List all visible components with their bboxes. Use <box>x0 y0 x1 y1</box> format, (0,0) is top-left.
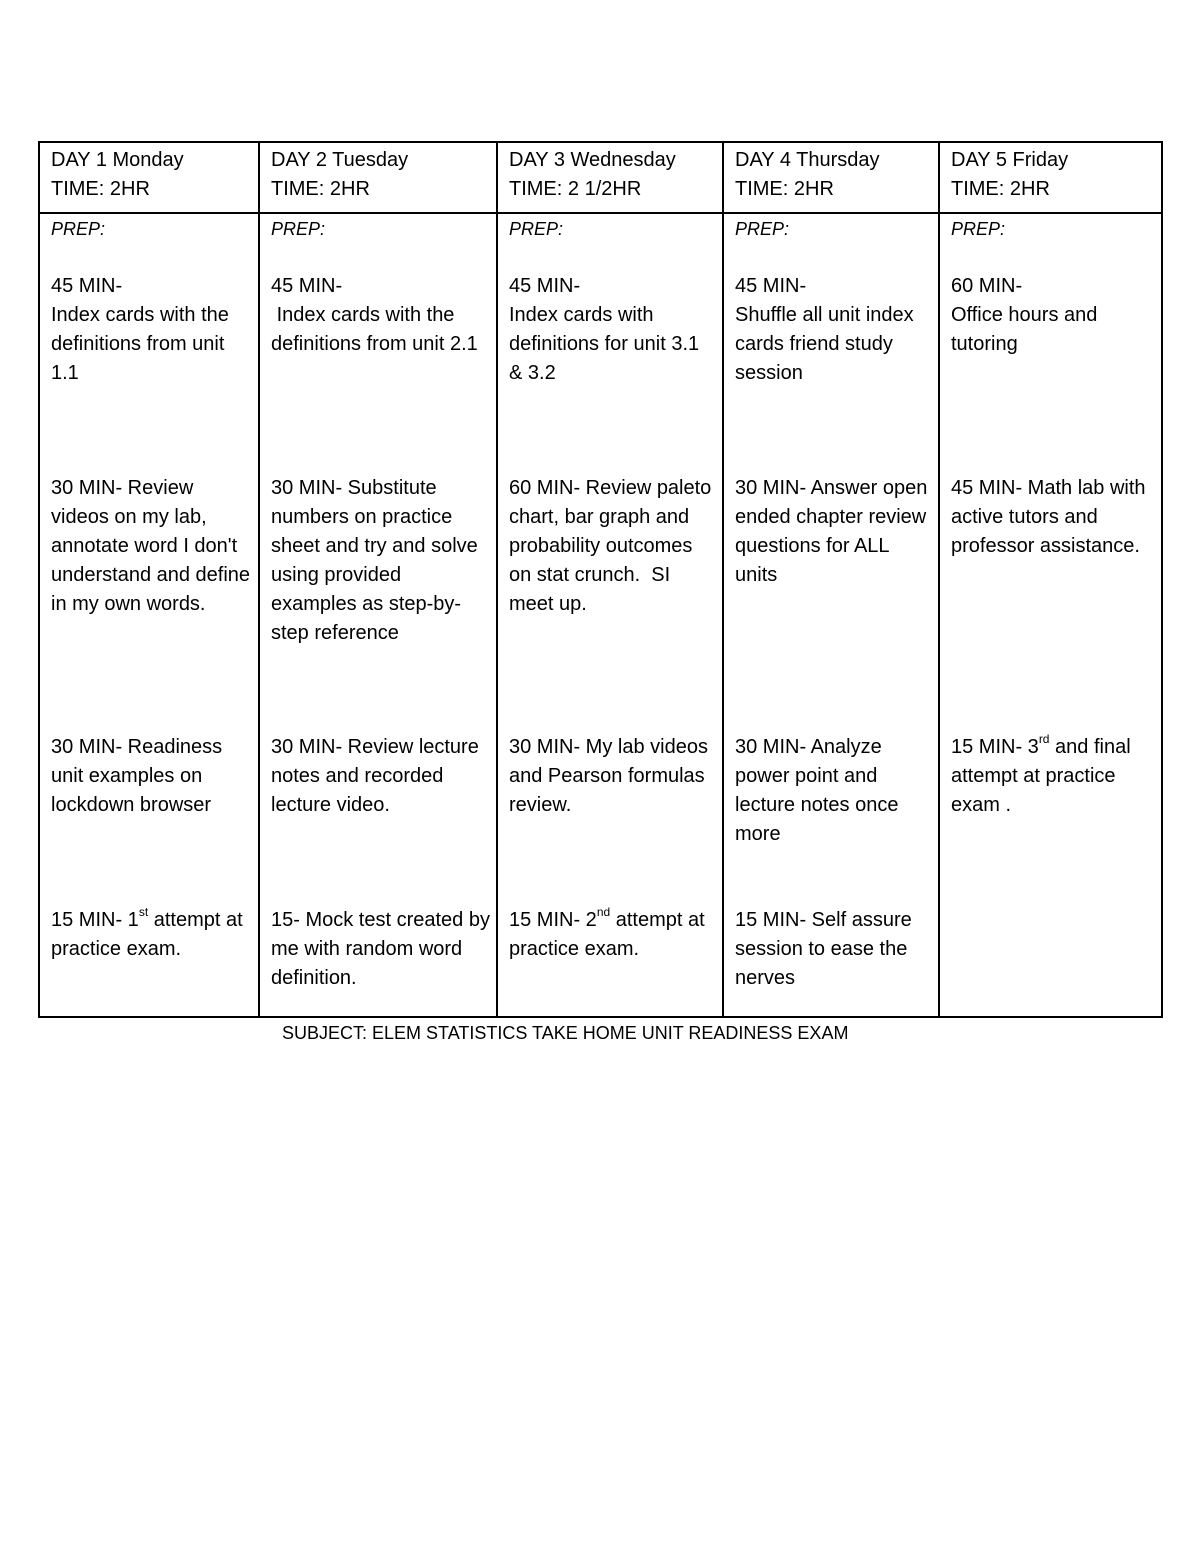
day-plan-3 <box>497 213 723 1017</box>
day-plan-1 <box>39 213 259 1017</box>
activity-block: 60 MIN- Review paleto chart, bar graph and probability outcomes on stat crunch. SI meet up. <box>509 477 717 615</box>
activity-block: 30 MIN- Review lecture notes and recorded lecture video. <box>271 736 485 816</box>
time-label: TIME: 2HR <box>735 178 834 200</box>
header-row <box>39 142 1162 213</box>
activity-block: 45 MIN- Index cards with definitions for unit 3.1 & 3.2 <box>509 275 700 384</box>
day-plan-4 <box>723 213 939 1017</box>
activity-block: 30 MIN- Readiness unit examples on lockdown browser <box>51 736 228 816</box>
activity-block: 30 MIN- Analyze power point and lecture notes once more <box>735 736 904 845</box>
time-label: TIME: 2HR <box>271 178 370 200</box>
day-header-1 <box>39 142 259 213</box>
day-label: DAY 1 Monday <box>51 149 184 171</box>
prep-label: PREP: <box>509 219 564 239</box>
time-label: TIME: 2 1/2HR <box>509 178 642 200</box>
activity-block: 15 MIN- 3rd and final attempt at practice exam . <box>951 732 1137 816</box>
activity-block: 45 MIN- Index cards with the definitions from unit 2.1 <box>271 275 478 355</box>
prep-label: PREP: <box>951 219 1006 239</box>
study-schedule-table <box>38 141 1163 1018</box>
activity-block: 15 MIN- Self assure session to ease the nerves <box>735 909 918 989</box>
day-label: DAY 4 Thursday <box>735 149 880 171</box>
prep-label: PREP: <box>51 219 106 239</box>
activity-block: 15 MIN- 2nd attempt at practice exam. <box>509 905 711 960</box>
activity-block: 45 MIN- Index cards with the definitions from unit 1.1 <box>51 275 229 384</box>
activity-block: 30 MIN- Answer open ended chapter review questions for ALL units <box>735 477 933 586</box>
subject-caption: SUBJECT: ELEM STATISTICS TAKE HOME UNIT READINESS EXAM <box>282 1023 849 1043</box>
day-plan-2 <box>259 213 497 1017</box>
activity-block <box>951 906 1155 1006</box>
day-label: DAY 3 Wednesday <box>509 149 676 171</box>
activity-block: 60 MIN- Office hours and tutoring <box>951 275 1098 355</box>
day-plan-5 <box>939 213 1162 1017</box>
activity-block: 30 MIN- Substitute numbers on practice sheet and try and solve using provided examples as step-by-step reference <box>271 477 484 644</box>
activity-block: 30 MIN- Review videos on my lab, annotate word I don't understand and define in my own words. <box>51 477 256 615</box>
activity-block: 45 MIN- Math lab with active tutors and professor assistance. <box>951 477 1152 557</box>
time-label: TIME: 2HR <box>51 178 150 200</box>
day-label: DAY 5 Friday <box>951 149 1069 171</box>
activity-block: 30 MIN- My lab videos and Pearson formulas review. <box>509 736 714 816</box>
activity-block: 45 MIN- Shuffle all unit index cards friend study session <box>735 275 914 384</box>
day-label: DAY 2 Tuesday <box>271 149 409 171</box>
day-header-4 <box>723 142 939 213</box>
day-header-2 <box>259 142 497 213</box>
time-label: TIME: 2HR <box>951 178 1050 200</box>
activity-block: 15- Mock test created by me with random word definition. <box>271 909 496 989</box>
prep-label: PREP: <box>735 219 790 239</box>
day-header-3 <box>497 142 723 213</box>
prep-label: PREP: <box>271 219 326 239</box>
activity-block: 15 MIN- 1st attempt at practice exam. <box>51 905 249 960</box>
day-header-5 <box>939 142 1162 213</box>
plan-row <box>39 213 1162 1017</box>
